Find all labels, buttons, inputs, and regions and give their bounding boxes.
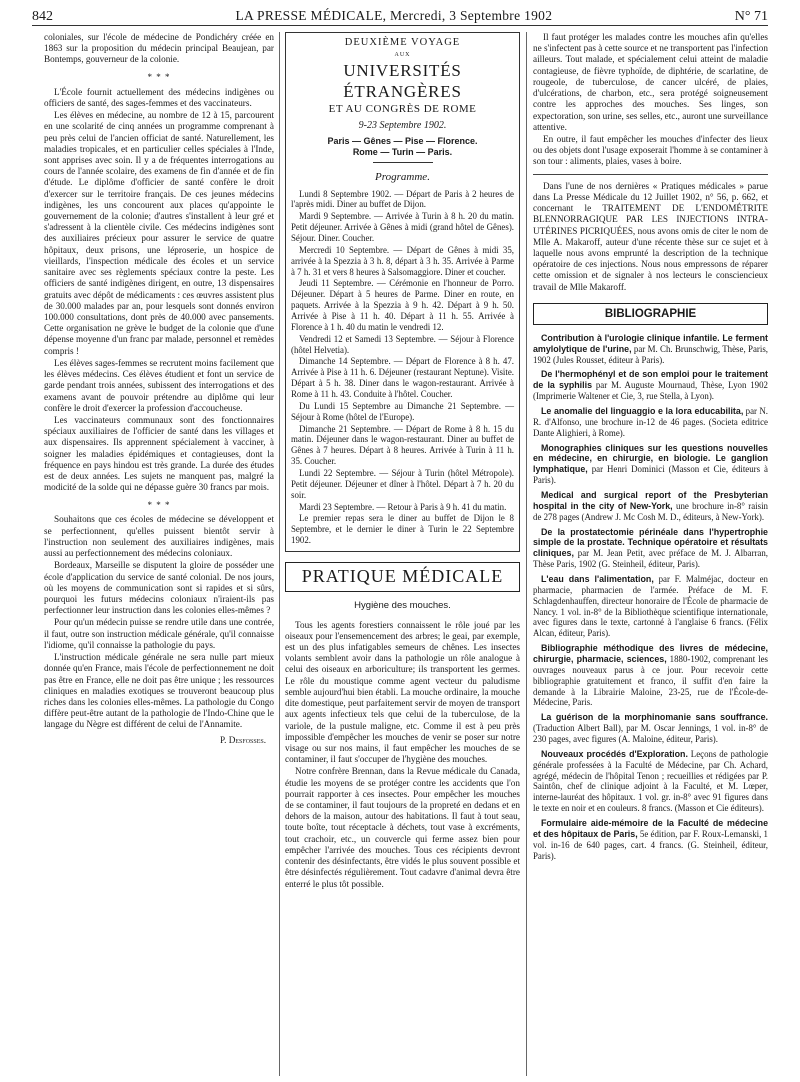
column-left [44, 32, 274, 1078]
voyage-title: UNIVERSITÉS ÉTRANGÈRES [343, 61, 462, 101]
bibliography-entry: Nouveaux procédés d'Exploration. Leçons de pathologie générale professées à la Faculté de Médecine, par Ch. Achard, agrégé, médecin de l'hôpital Tenon ; recueillies et rédigées par P. Saintôn, chef de clinique adjoint à la Faculté, et M. Lœper, interne-lauréat des hôpitaux. 1 vol. gr. in-8° avec 91 figures dans le texte en noir et en couleurs. 8 francs. (Masson et Cie éditeurs). [533, 748, 768, 814]
column-divider [279, 32, 280, 1076]
bibliography-entry: La guérison de la morphinomanie sans souffrance. (Traduction Albert Ball), par M. Oscar Jennings, 1 vol. in-8° de 230 pages, avec figures (A. Maloine, éditeur, Paris). [533, 712, 768, 745]
column-middle [285, 32, 520, 1078]
section-stars: * * * [147, 71, 171, 82]
bibliography-entry: Le anomalie del linguaggio e la lora educabilita, par N. R. d'Alfonso, une brochure in-12 de 46 pages. (Societa editrice Dante Alighieri, à Rome). [533, 405, 768, 438]
programme-item: Mardi 9 Septembre. — Arrivée à Turin à 8 h. 20 du matin. Petit déjeuner. Arrivée à Gênes à midi (grand hôtel de Gênes). Séjour. Diner. Coucher. [291, 211, 514, 243]
programme-heading: Programme. [375, 171, 430, 184]
author-signature: P. Desfosses. [220, 734, 266, 745]
paragraph: Pour qu'un médecin puisse se rendre utile dans une contrée, il faut, outre son instruction médicale générale, qu'il connaisse l'idiome, qu'il connaisse la pathologie du pays. [44, 617, 274, 650]
programme-item: Dimanche 14 Septembre. — Départ de Florence à 8 h. 47. Arrivée à Pise à 11 h. 6. Déjeuner (restaurant Neptune). Visite. Départ à 5 h. 38. Diner dans le wagon-restaurant. Arrivée à Rome à 11 h. 43. Conduite à l'hôtel. Coucher. [291, 356, 514, 399]
programme-item: Mercredi 10 Septembre. — Départ de Gênes à midi 35, arrivée à la Spezzia à 3 h. 8, départ à 3 h. 35. Arrivée à Parme à 7 h. 31 et vers 8 heures à Salsomaggiore. Diner et coucher. [291, 244, 514, 277]
programme-item: Du Lundi 15 Septembre au Dimanche 21 Septembre. — Séjour à Rome (hôtel de l'Europe). [291, 400, 514, 422]
bibliography-entry: Contribution à l'urologie clinique infantile. Le ferment amylolytique de l'urine, par M. Ch. Brunschwig, Thèse, Paris, 1902 (Jules Rousset, éditeur à Paris). [533, 332, 768, 365]
section-stars: * * * [147, 499, 171, 510]
bibliography-entry: Monographies cliniques sur les questions nouvelles en médecine, en chirurgie, en biologie. Le ganglion lymphatique, par Henri Dominici (Masson et Cie, éditeurs à Paris). [533, 442, 768, 486]
paragraph: Souhaitons que ces écoles de médecine se développent et se perfectionnent, qu'elles puissent bientôt servir à l'instruction non seulement des auxiliaires indigènes, mais aussi au perfectionnement des médecins coloniaux. [44, 514, 274, 559]
programme-item: Vendredi 12 et Samedi 13 Septembre. — Séjour à Florence (hôtel Helvetia). [291, 333, 514, 355]
bibliography-entry: Bibliographie méthodique des livres de médecine, chirurgie, pharmacie, sciences, 1880-1902, comprenant les ouvrages nouveaux parus à ce jour. Pour recevoir cette bibliographie gratuitement et franco, il suffit d'en faire la demande à la Librairie Maloine, 23-25, rue de l'École-de-Médecine, Paris. [533, 643, 768, 708]
column-divider [526, 32, 527, 1076]
paragraph: En outre, il faut empêcher les mouches d'infecter des lieux ou des objets dont l'usage exposerait l'homme à se contaminer à son tour : aliments, plaies, vases à boire. [533, 133, 768, 167]
paragraph: L'École fournit actuellement des médecins indigènes ou officiers de santé, des sages-femmes et des vaccinateurs. [44, 86, 274, 108]
divider [533, 174, 768, 175]
programme-item: Dimanche 21 Septembre. — Départ de Rome à 8 h. 15 du matin. Déjeuner dans le wagon-restaurant. Diner au buffet de Gênes à 7 heures. Départ à 8 heures. Arrivée à Turin à 11 h. 35. Coucher. [291, 423, 514, 467]
programme-item: Mardi 23 Septembre. — Retour à Paris à 9 h. 41 du matin. [299, 501, 507, 512]
paragraph: L'instruction médicale générale ne sera nulle part mieux donnée qu'en France, mais l'école de perfectionnement ne doit pas être en France, elle ne doit pas être unique ; les ressources cliniques en maladies exotiques se trouveront beaucoup plus riches dans les colonies elles-mêmes. La pathologie du Congo diffère peut-être autant de la pathologie de l'Indo-Chine que le langage du Nègre est différent de celui de l'Annamite. [44, 652, 274, 730]
programme-item: Lundi 22 Septembre. — Séjour à Turin (hôtel Métropole). Petit déjeuner. Déjeuner et dîner à l'hôtel. Départ à 7 h. 20 du soir. [291, 468, 514, 500]
erratum-note: Dans l'une de nos dernières « Pratiques médicales » parue dans La Presse Médicale du 12 Juillet 1902, n° 56, p. 662, et concernant le TRAITEMENT DE L'ENDOMÉTRITE BLENNORRAGIQUE PAR LES INJECTIONS INTRA-UTÉRINES PICRIQUÉES, nous avons omis de citer le nom de Mlle A. Makaroff, auteur d'une récente thèse sur ce sujet et à laquelle nous avons emprunté la description de la technique opératoire de ces injections. Nous nous empressons de réparer cette omission et de signaler à nos lecteurs le consciencieux travail de Mlle Makaroff. [533, 180, 768, 292]
bibliography-entry: De l'hermophényl et de son emploi pour le traitement de la syphilis par M. Auguste Mournaud, Thèse, Lyon 1902 (Imprimerie Waltener et Cie, 3, rue Stella, à Lyon). [533, 369, 768, 402]
voyage-heading-aux: AUX [394, 51, 411, 58]
bibliography-list [533, 333, 768, 862]
issue-number: N° 71 [734, 8, 768, 24]
voyage-route: Rome — Turin — Paris. [352, 147, 453, 158]
voyage-heading: DEUXIÈME VOYAGE [344, 37, 461, 48]
paragraph: coloniales, sur l'école de médecine de Pondichéry créée en 1863 sur la proposition du médecin principal Beaujean, par Bontemps, gouverneur de la colonie. [44, 32, 274, 65]
voyage-subtitle: ET AU CONGRÈS DE ROME [328, 102, 477, 115]
page-header [32, 8, 768, 26]
paragraph: Les élèves sages-femmes se recrutent moins facilement que les élèves médecins. Ces élèves étudient et font un service de garde pendant trois années, subissent des interrogations et des examens avant de pouvoir prétendre au diplôme qui leur confère le droit d'exercer la profession d'accoucheuse. [44, 357, 274, 413]
bibliography-entry: De la prostatectomie périnéale dans l'hypertrophie simple de la prostate. Technique opératoire et résultats cliniques, par M. Jean Petit, avec préface de M. J. Albarran, Thèse Paris, 1902 (G. Steinheil, éditeur, Paris). [533, 526, 768, 570]
paragraph: Bordeaux, Marseille se disputent la gloire de posséder une école d'application du service de santé colonial. De nos jours, où les moyens de communication sont si rapides et si sûrs, pourquoi les futurs médecins coloniaux n'iraient-ils pas perfectionner leur instruction dans les colonies elles-mêmes ? [44, 560, 274, 616]
page-number: 842 [32, 8, 53, 24]
voyage-announcement [285, 32, 520, 552]
programme-item: Lundi 8 Septembre 1902. — Départ de Paris à 2 heures de l'après midi. Diner au buffet de Dijon. [291, 188, 514, 210]
paragraph: Tous les agents forestiers connaissent le rôle joué par les oiseaux pour l'ensemencement des arbres; le geai, par exemple, est un des plus infatigables semeurs de chênes. Les insectes volants semblent avoir dans la pathologie un rôle analogue à celui des oiseaux en arboriculture; ils transportent les germes. Le rôle du moustique comme agent vecteur du paludisme semble aujourd'hui bien établi. La mouche ordinaire, la mouche dite domestique, peut parfaitement servir de moyen de transport aux agents infectieux tels que celui de la tuberculose, de la variole, de la pustule maligne, etc. Comme il est à peu près impossible d'empêcher les mouches de venir se poser sur notre visage ou sur nos mains, il faut empêcher les mouches de se contaminer, il faut s'occuper de l'hygiène des mouches. [285, 619, 520, 765]
paragraph: Les vaccinateurs communaux sont des fonctionnaires spéciaux auxiliaires de l'officier de santé dans les villages et aux dispensaires. Ils apprennent spécialement à vacciner, à soigner les maladies épidémiques et contagieuses, dont la fréquence en pays hindou est très grande. La durée des études est de deux années. Les sujets ne manquent pas, malgré la modicité de la solde qui ne dépasse guère 30 francs par mois. [44, 414, 274, 493]
paragraph: Notre confrère Brennan, dans la Revue médicale du Canada, étudie les moyens de se protéger contre les accidents que l'on pourrait rapporter à ces insectes. Pour empêcher les mouches de se contaminer, il faut toujours de la propreté en dedans et en dehors de la maison, autour des habitations. Il faut à tout seau, toute boîte, tout réceptacle à déchets, tout vase à excréments, tout crachoir, etc., un couvercle qui ferme assez bien pour empêcher l'arrivée des mouches. Tous ces récipients devront contenir des désinfectants, être vidés le plus souvent possible et être désinfectés régulièrement. Tout cadavre d'animal devra être enterré le plus tôt possible. [285, 766, 520, 889]
programme-item: Jeudi 11 Septembre. — Cérémonie en l'honneur de Porro. Déjeuner. Départ à 5 heures de Parme. Diner en route, en paquets. Arrivée à la Spezzia à 9 h. 42. Départ à 9 h. 50. Arrivée à Pise à 11 h. 40. Départ à 11 h. 55. Arrivée à Florence à 1 h. 40 du matin le vendredi 12. [291, 278, 514, 332]
paragraph: Il faut protéger les malades contre les mouches afin qu'elles ne s'infectent pas à cette source et ne transportent pas l'infection ailleurs. Tout malade, et spécialement celui atteint de maladie contagieuse, de fièvre typhoïde, de diphtérie, de scarlatine, de rougeole, de tuberculose, de cancer ulcéré, de plaies, d'ulcérations, de charbon, etc., sera protégé soigneusement contre les approches des mouches. Ses linges, son expectoration, son urine, ses selles, etc., auront une surveillance attentive. [533, 32, 768, 132]
divider [373, 162, 433, 163]
paragraph: Les élèves en médecine, au nombre de 12 à 15, parcourent en une scolarité de cinq années un programme comprenant à peu près celui de l'ancien officiat de santé. Naturellement, les maladies tropicales, et en particulier celles spéciales à l'Inde, sont apprises avec soin. Il y a de fréquentes interrogations au cours de l'année scolaire, des examens de fin d'année et de fin d'étude. Le diplôme d'officier de santé confère le droit d'exercer sur le territoire français. De ces jeunes médecins indigènes, les uns concourent aux places qu'appointe le gouvernement de la colonie; d'autres s'installent à leur gré et s'adressent à la clientèle civile. Ces médecins indigènes sont des auxiliaires précieux pour assurer le service de quatre hôpitaux, deux prisons, une léproserie, un hospice de vieillards, l'inspection médicale des écoles et un service sanitaire avec ses règlements spéciaux contre la peste. Les officiers de santé indigènes dirigent, en outre, 13 dispensaires gratuits avec dépôt de médicaments : ces œuvres assistent plus de 30.000 malades par an, pour lesquels sont donnés environ 100.000 consultations, dont près de 40.000 avec pansements. Cette organisation ne grève le budget de la colonie que d'une dépense moyenne d'un franc par malade, personnel et remèdes compris ! [44, 110, 274, 356]
journal-title: LA PRESSE MÉDICALE, Mercredi, 3 Septembre 1902 [235, 8, 553, 24]
voyage-dates: 9-23 Septembre 1902. [358, 119, 447, 131]
bibliography-entry: Formulaire aide-mémoire de la Faculté de médecine et des hôpitaux de Paris, 5e édition, par F. Roux-Lemanski, 1 vol. in-16 de 640 pages, cart. 4 francs. (G. Steinheil, éditeur, Paris). [533, 818, 768, 861]
column-right [533, 32, 768, 1078]
bibliography-entry: Medical and surgical report of the Presbyterian hospital in the city of New-York, une brochure in-8° raisin de 278 pages (Andrew J. Mc Cosh M. D., éditeurs, à New-York). [533, 490, 768, 522]
voyage-route: Paris — Gênes — Pise — Florence. [327, 136, 478, 147]
article-title: Hygiène des mouches. [354, 599, 451, 611]
programme-list [291, 189, 514, 547]
bibliography-entry: L'eau dans l'alimentation, par F. Malméjac, docteur en pharmacie, pharmacien de l'armée. Préface de M. F. Schlagdenhauffen, directeur honoraire de l'École de pharmacie de Nancy. 1 vol. in-8° de la Bibliothèque scientifique internationale, avec figures dans le texte, cartonné à l'anglaise 6 francs. (Félix Alcan, éditeur, Paris). [533, 574, 768, 639]
section-title: PRATIQUE MÉDICALE [285, 562, 520, 592]
programme-item: Le premier repas sera le diner au buffet de Dijon le 8 Septembre, et le dernier le diner à Turin le 22 Septembre 1902. [291, 513, 514, 546]
bibliography-heading: BIBLIOGRAPHIE [533, 303, 768, 325]
